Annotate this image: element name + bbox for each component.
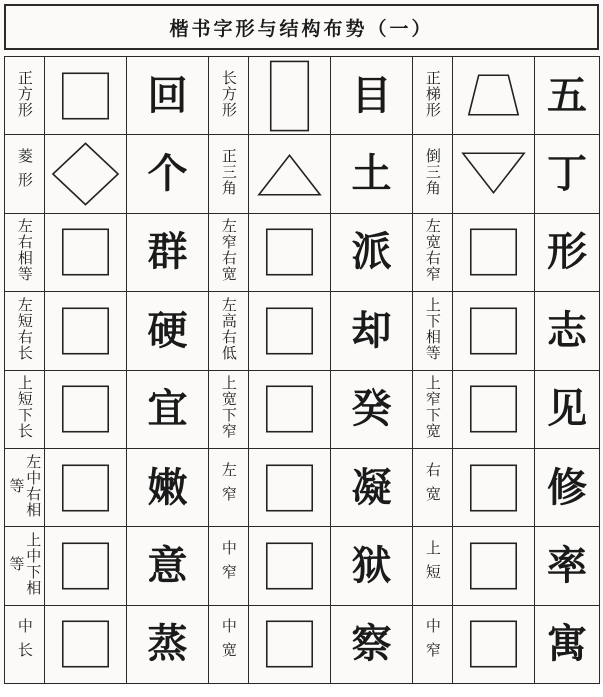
structure-label: 上中下相等 (7, 531, 43, 596)
example-character: 个 (147, 150, 188, 198)
square-shape (249, 528, 330, 604)
table-row (5, 527, 600, 605)
page-title: 楷书字形与结构布势（一） (4, 4, 599, 50)
structure-label-cell (5, 135, 45, 213)
example-character: 目 (351, 71, 392, 119)
example-character-cell (331, 213, 413, 291)
example-character: 形 (547, 228, 587, 276)
structure-label: 中长 (15, 618, 34, 667)
diamond-shape (45, 136, 126, 212)
structure-label-cell (413, 605, 453, 683)
structure-label: 正梯形 (423, 69, 442, 118)
example-character-cell (331, 135, 413, 213)
trapezoid-shape (453, 58, 534, 134)
structure-label: 正方形 (15, 69, 34, 118)
structure-label-cell (5, 292, 45, 370)
example-character: 凝 (351, 463, 392, 511)
example-character: 意 (147, 541, 188, 589)
square-shape (453, 450, 534, 526)
square-shape (45, 606, 126, 682)
structure-label-cell (413, 213, 453, 291)
example-character-cell (535, 448, 600, 526)
example-character: 回 (147, 71, 188, 119)
shape-cell (453, 448, 535, 526)
structure-label-cell (413, 135, 453, 213)
square-shape (45, 214, 126, 290)
structure-label: 中窄 (423, 618, 442, 667)
shape-cell (249, 527, 331, 605)
square-shape (45, 58, 126, 134)
square-shape (45, 528, 126, 604)
shape-cell (453, 213, 535, 291)
structure-label-cell (5, 370, 45, 448)
example-character-cell (535, 213, 600, 291)
structure-label: 上短 (423, 539, 442, 588)
square-shape (249, 606, 330, 682)
square-shape (45, 371, 126, 447)
example-character-cell (331, 527, 413, 605)
structure-label: 上宽下窄 (219, 375, 238, 440)
example-character-cell (331, 448, 413, 526)
shape-cell (453, 370, 535, 448)
tall-rect-shape (249, 58, 330, 134)
structure-label: 左短右长 (15, 296, 34, 361)
example-character-cell (535, 57, 600, 135)
example-character-cell (127, 292, 209, 370)
table-row (5, 57, 600, 135)
square-shape (249, 450, 330, 526)
example-character: 见 (547, 385, 587, 433)
structure-label-cell (5, 213, 45, 291)
shape-cell (249, 57, 331, 135)
shape-cell (453, 135, 535, 213)
square-shape (453, 293, 534, 369)
structure-label-cell (413, 370, 453, 448)
shape-cell (249, 448, 331, 526)
triangle-down-shape (453, 136, 534, 212)
example-character-cell (127, 370, 209, 448)
structure-label: 中宽 (219, 618, 238, 667)
shape-cell (45, 135, 127, 213)
example-character: 志 (547, 306, 587, 354)
structure-label: 左窄右宽 (219, 218, 238, 283)
example-character-cell (127, 605, 209, 683)
example-character: 狱 (351, 541, 392, 589)
example-character: 丁 (547, 150, 587, 198)
structure-label: 左窄 (219, 461, 238, 510)
shape-cell (453, 57, 535, 135)
shape-cell (249, 213, 331, 291)
structure-label: 左中右相等 (7, 453, 43, 518)
example-character-cell (535, 292, 600, 370)
example-character-cell (535, 370, 600, 448)
square-shape (453, 606, 534, 682)
example-character: 率 (547, 541, 587, 589)
example-character: 硬 (147, 306, 188, 354)
example-character-cell (331, 605, 413, 683)
shape-cell (249, 135, 331, 213)
structure-label-cell (209, 448, 249, 526)
structure-label-cell (413, 527, 453, 605)
square-shape (249, 214, 330, 290)
structure-label-cell (209, 135, 249, 213)
structure-label-cell (5, 605, 45, 683)
structure-label-cell (5, 527, 45, 605)
table-row (5, 370, 600, 448)
example-character-cell (331, 370, 413, 448)
structure-label: 正三角 (219, 148, 238, 197)
example-character: 寓 (547, 620, 587, 668)
structure-label: 左右相等 (15, 218, 34, 283)
square-shape (453, 528, 534, 604)
structure-label: 右宽 (423, 461, 442, 510)
shape-cell (249, 292, 331, 370)
example-character: 蒸 (147, 620, 188, 668)
structure-label-cell (209, 213, 249, 291)
example-character-cell (535, 527, 600, 605)
example-character-cell (535, 605, 600, 683)
structure-label: 倒三角 (423, 148, 442, 197)
example-character: 察 (351, 620, 392, 668)
structure-label: 上窄下宽 (423, 375, 442, 440)
example-character: 五 (547, 71, 587, 119)
structure-label: 左宽右窄 (423, 218, 442, 283)
example-character: 却 (351, 306, 392, 354)
structure-label: 长方形 (219, 69, 238, 118)
example-character-cell (127, 213, 209, 291)
square-shape (453, 371, 534, 447)
example-character: 修 (547, 463, 587, 511)
structure-label: 上下相等 (423, 296, 442, 361)
structure-label: 中窄 (219, 539, 238, 588)
structure-label-cell (413, 292, 453, 370)
table-row (5, 605, 600, 683)
shape-cell (453, 292, 535, 370)
structure-table (4, 56, 600, 684)
table-row (5, 292, 600, 370)
structure-label-cell (209, 527, 249, 605)
square-shape (453, 214, 534, 290)
square-shape (45, 450, 126, 526)
example-character: 宜 (147, 385, 188, 433)
structure-label: 左高右低 (219, 296, 238, 361)
example-character: 群 (147, 228, 188, 276)
structure-label-cell (209, 370, 249, 448)
shape-cell (45, 448, 127, 526)
example-character: 土 (351, 150, 392, 198)
example-character-cell (331, 292, 413, 370)
square-shape (249, 371, 330, 447)
shape-cell (45, 292, 127, 370)
shape-cell (45, 57, 127, 135)
example-character: 派 (351, 228, 392, 276)
example-character-cell (535, 135, 600, 213)
example-character: 嫩 (147, 463, 188, 511)
example-character-cell (127, 57, 209, 135)
structure-label: 菱形 (15, 148, 34, 197)
structure-label-cell (413, 448, 453, 526)
shape-cell (453, 605, 535, 683)
shape-cell (249, 370, 331, 448)
shape-cell (453, 527, 535, 605)
table-row (5, 448, 600, 526)
triangle-up-shape (249, 136, 330, 212)
example-character-cell (127, 135, 209, 213)
shape-cell (45, 213, 127, 291)
shape-cell (45, 370, 127, 448)
example-character-cell (127, 448, 209, 526)
example-character-cell (331, 57, 413, 135)
table-row (5, 213, 600, 291)
shape-cell (45, 527, 127, 605)
table-row (5, 135, 600, 213)
structure-label-cell (413, 57, 453, 135)
square-shape (249, 293, 330, 369)
structure-label-cell (209, 605, 249, 683)
example-character-cell (127, 527, 209, 605)
structure-label-cell (209, 292, 249, 370)
example-character: 癸 (351, 385, 392, 433)
structure-label-cell (209, 57, 249, 135)
structure-label-cell (5, 57, 45, 135)
structure-label-cell (5, 448, 45, 526)
structure-label: 上短下长 (15, 375, 34, 440)
square-shape (45, 293, 126, 369)
shape-cell (45, 605, 127, 683)
shape-cell (249, 605, 331, 683)
